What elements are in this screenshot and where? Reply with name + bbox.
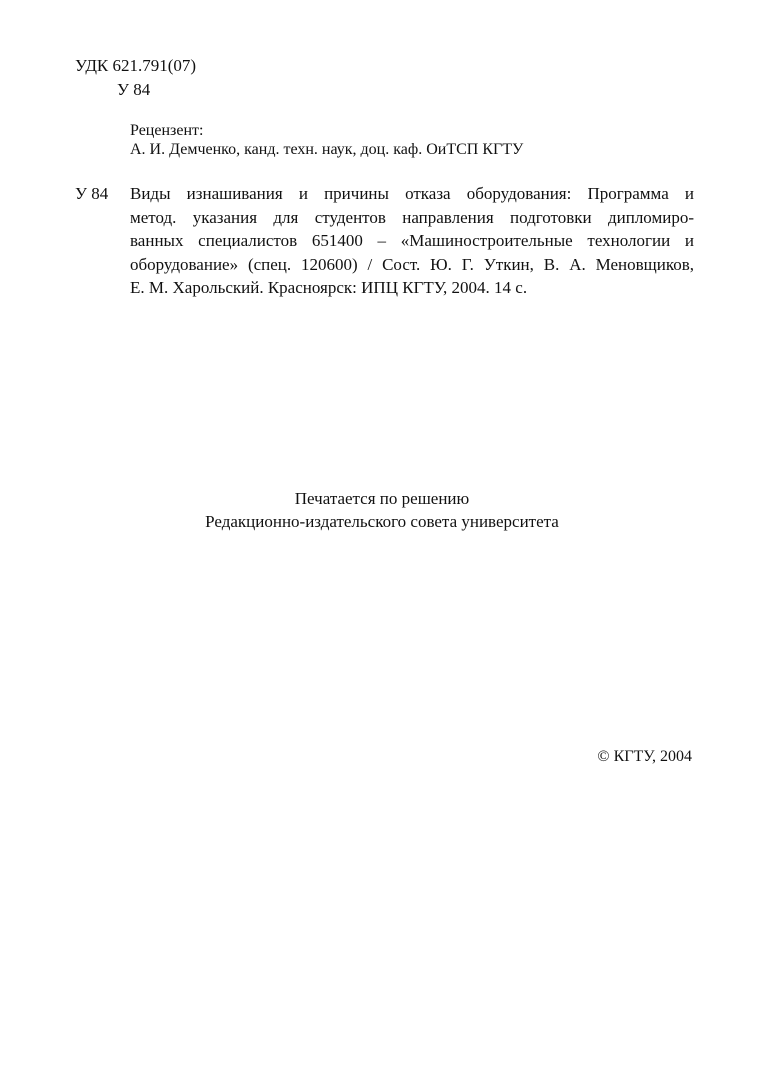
imprint-line-1: Печатается по решению (294, 489, 470, 508)
bibliographic-line: метод. указания для студентов направления подготовки дипломиро- (130, 207, 694, 227)
author-mark: У 84 (117, 80, 151, 99)
copyright-notice: © КГТУ, 2004 (597, 748, 692, 765)
bibliographic-code: У 84 (75, 184, 109, 203)
bibliographic-line: Виды изнашивания и причины отказа оборудования: Программа и (130, 184, 694, 203)
imprint-note (0, 487, 764, 533)
bibliographic-description (130, 182, 694, 300)
imprint-line-2: Редакционно-издательского совета университета (205, 512, 559, 531)
reviewer-text: А. И. Демченко, канд. техн. наук, доц. каф. ОиТСП КГТУ (130, 141, 524, 158)
reviewer-label: Рецензент: (130, 122, 204, 139)
bibliographic-line: ванных специалистов 651400 – «Машиностроительные технологии и (130, 231, 694, 250)
bibliographic-line: оборудование» (спец. 120600) / Сост. Ю. Г. Уткин, В. А. Меновщиков, (130, 254, 694, 274)
bibliographic-record (75, 182, 694, 300)
udk-code: УДК 621.791(07) (75, 56, 197, 75)
bibliographic-line: Е. М. Харольский. Красноярск: ИПЦ КГТУ, 2004. 14 с. (130, 278, 528, 297)
